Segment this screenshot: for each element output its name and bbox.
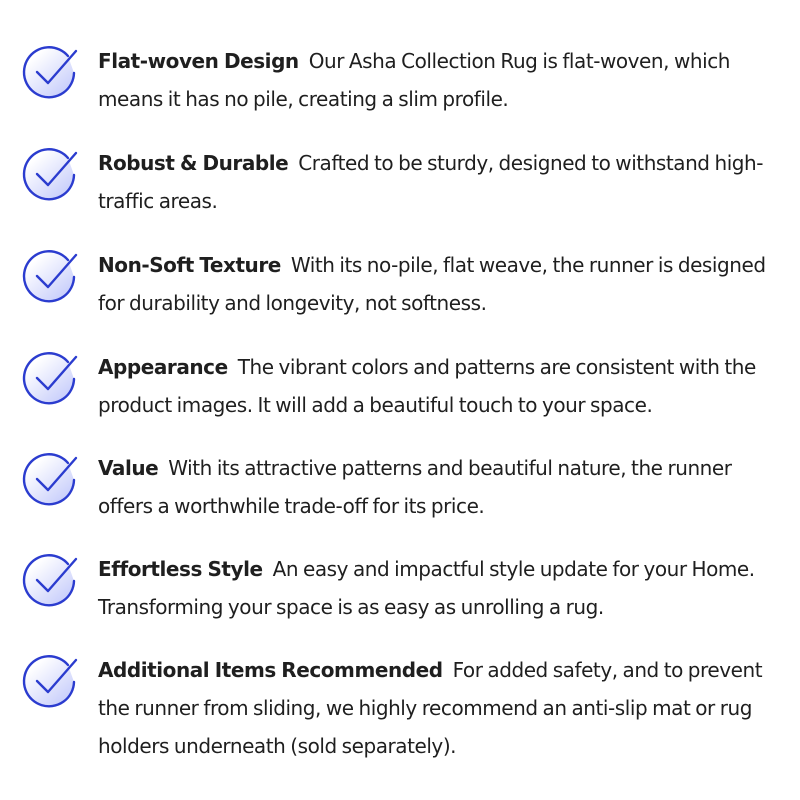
feature-description: The vibrant colors and patterns are consistent with the product images. It will add a beautiful touch to your space. xyxy=(98,355,756,417)
feature-description: An easy and impactful style update for your Home. Transforming your space is as easy as unrolling a rug. xyxy=(98,557,755,619)
feature-description: With its no-pile, flat weave, the runner is designed for durability and longevity, not softness. xyxy=(98,253,766,315)
feature-text xyxy=(98,348,778,424)
check-circle-icon xyxy=(22,246,80,304)
check-circle-icon xyxy=(22,144,80,202)
check-circle-icon xyxy=(22,449,80,507)
feature-title: Additional Items Recommended xyxy=(98,658,443,682)
feature-text xyxy=(98,651,778,765)
feature-text xyxy=(98,550,778,626)
feature-title: Value xyxy=(98,456,159,480)
check-circle-icon xyxy=(22,550,80,608)
feature-description: For added safety, and to prevent the runner from sliding, we highly recommend an anti-slip mat or rug holders underneath (sold separately). xyxy=(98,658,763,758)
check-circle-icon xyxy=(22,348,80,406)
check-circle-icon xyxy=(22,42,80,100)
feature-text xyxy=(98,42,778,118)
feature-title: Effortless Style xyxy=(98,557,263,581)
feature-title: Appearance xyxy=(98,355,228,379)
feature-title: Robust & Durable xyxy=(98,151,289,175)
check-circle-icon xyxy=(22,651,80,709)
feature-description: Crafted to be sturdy, designed to withstand high-traffic areas. xyxy=(98,151,764,213)
feature-title: Flat-woven Design xyxy=(98,49,299,73)
feature-text xyxy=(98,449,778,525)
feature-text xyxy=(98,144,778,220)
feature-description: Our Asha Collection Rug is flat-woven, which means it has no pile, creating a slim profile. xyxy=(98,49,730,111)
feature-description: With its attractive patterns and beautiful nature, the runner offers a worthwhile trade-off for its price. xyxy=(98,456,732,518)
feature-title: Non-Soft Texture xyxy=(98,253,281,277)
feature-text xyxy=(98,246,778,322)
